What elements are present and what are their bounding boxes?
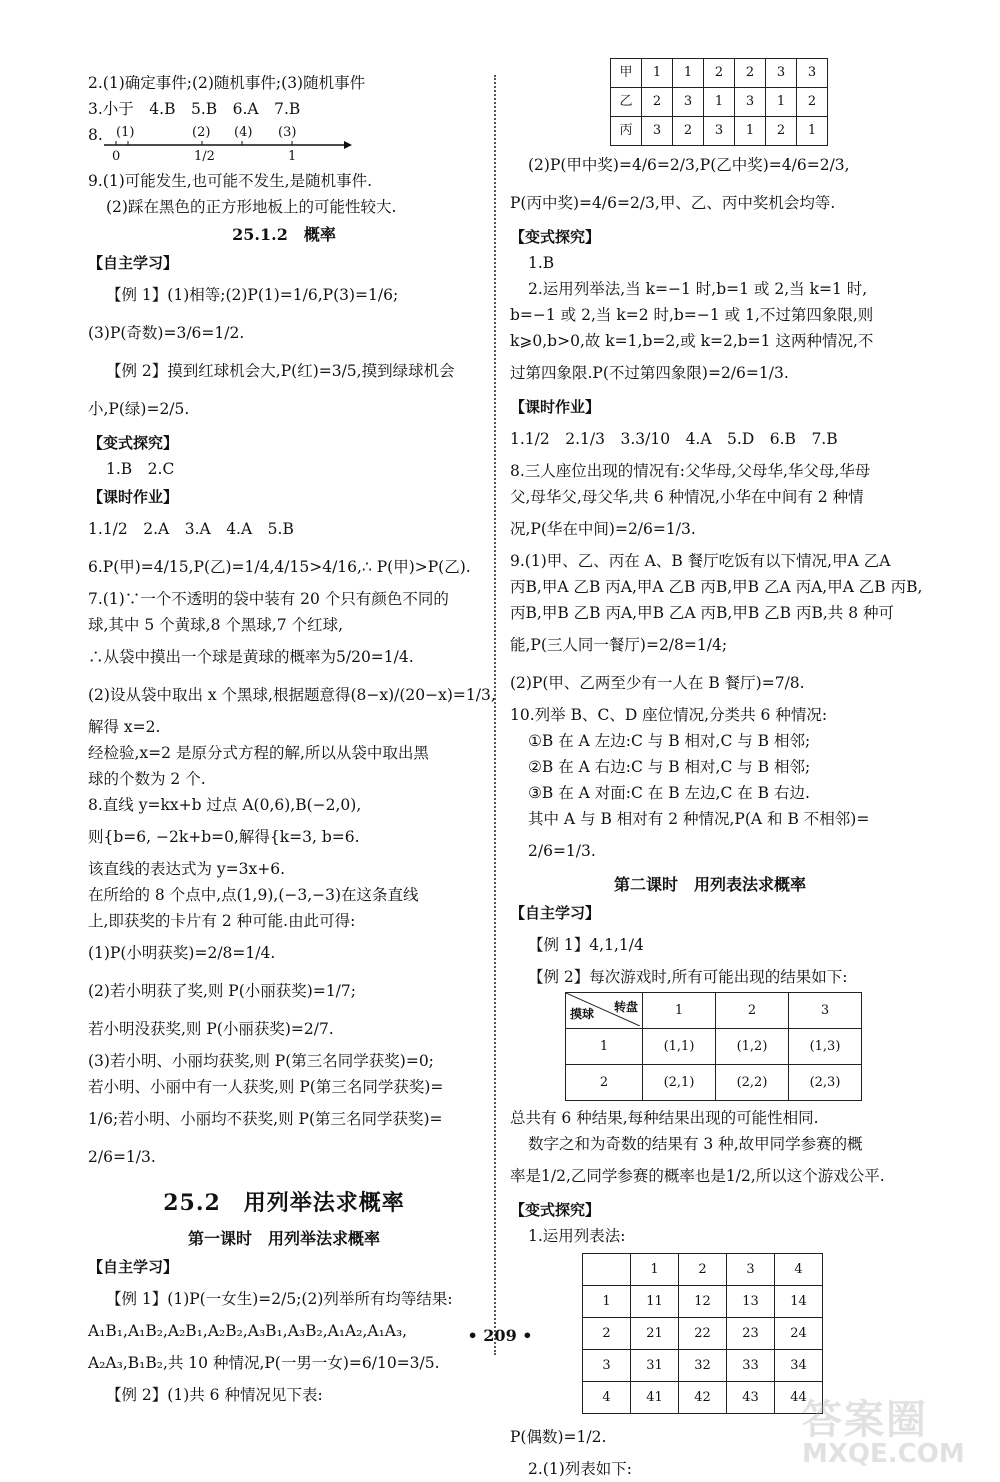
table-cell: 3 [766, 59, 797, 88]
answer-line: 2.(1)确定事件;(2)随机事件;(3)随机事件 [88, 74, 366, 92]
table-row [566, 1029, 862, 1065]
table-cell: 1 [704, 88, 735, 117]
answer-line: (2)踩在黑色的正方形地板上的可能性较大. [106, 198, 397, 216]
section-tag: 【课时作业】 [510, 398, 601, 416]
answer-line: (1)P(小明获奖)=2/8=1/4. [88, 944, 276, 962]
answer-line: 过第四象限.P(不过第四象限)=2/6=1/3. [510, 364, 789, 382]
table-cell: 1 [642, 59, 673, 88]
table-row [583, 1286, 823, 1318]
answer-line: 球,其中 5 个黄球,8 个黑球,7 个红球, [88, 616, 344, 634]
table-row [611, 88, 828, 117]
answer-line: ①B 在 A 左边:C 与 B 相对,C 与 B 相邻; [528, 732, 811, 750]
answer-line: (2)P(甲、乙两至少有一人在 B 餐厅)=7/8. [510, 674, 805, 692]
table-cell: (2,1) [643, 1065, 716, 1101]
table-cell: 11 [631, 1286, 679, 1318]
table-cell: 42 [679, 1382, 727, 1414]
table-cell: 2 [642, 88, 673, 117]
answer-line: 总共有 6 种结果,每种结果出现的可能性相同. [510, 1109, 819, 1127]
table-cell: (1,1) [643, 1029, 716, 1065]
table-cell: 44 [775, 1382, 823, 1414]
table-cell: 3 [735, 88, 766, 117]
answer-line: 【例 2】每次游戏时,所有可能出现的结果如下: [528, 968, 848, 986]
table-row [583, 1382, 823, 1414]
table-cell: 23 [727, 1318, 775, 1350]
answer-line: 1.B [528, 254, 555, 272]
number-line-axis [102, 138, 352, 152]
watermark-logo [802, 1388, 982, 1469]
table-cell: 4 [775, 1254, 823, 1286]
chapter-title: 25.2 用列举法求概率 [163, 1190, 405, 1216]
answer-line: 经检验,x=2 是原分式方程的解,所以从袋中取出黑 [88, 744, 429, 762]
number-line-label: (4) [234, 125, 253, 140]
corner-label-top: 转盘 [613, 1000, 638, 1014]
answer-line: (2)设从袋中取出 x 个黑球,根据题意得(8−x)/(20−x)=1/3, [88, 686, 496, 704]
section-tag: 【课时作业】 [88, 488, 179, 506]
table-cell: 3 [704, 117, 735, 146]
corner-label-bottom: 摸球 [570, 1007, 595, 1021]
table-cell: 3 [797, 59, 828, 88]
table-cell: 2 [797, 88, 828, 117]
number-line-tick: 1 [288, 149, 297, 164]
answer-line: (3)P(奇数)=3/6=1/2. [88, 324, 245, 342]
table-row [583, 1350, 823, 1382]
answer-line: 上,即获奖的卡片有 2 种可能.由此可得: [88, 912, 356, 930]
answer-line: 1.1/2 2.1/3 3.3/10 4.A 5.D 6.B 7.B [510, 430, 838, 448]
table-header-cell: 3 [789, 993, 862, 1029]
table-cell: 2 [704, 59, 735, 88]
table-cell [583, 1254, 631, 1286]
section-tag: 【自主学习】 [88, 1258, 179, 1276]
answer-line: 若小明没获奖,则 P(小丽获奖)=2/7. [88, 1020, 334, 1038]
table-cell: 32 [679, 1350, 727, 1382]
answer-line: 2/6=1/3. [88, 1148, 156, 1166]
answer-line: 8.三人座位出现的情况有:父华母,父母华,华父母,华母 [510, 462, 871, 480]
answer-line: k⩾0,b>0,故 k=1,b=2,或 k=2,b=1 这两种情况,不 [510, 332, 874, 350]
answer-line: b=−1 或 2,当 k=2 时,b=−1 或 1,不过第四象限,则 [510, 306, 874, 324]
answer-line: 在所给的 8 个点中,点(1,9),(−3,−3)在这条直线 [88, 886, 419, 904]
right-column [510, 58, 923, 1482]
section-tag: 【变式探究】 [88, 434, 179, 452]
column-divider [494, 75, 496, 1355]
table-cell: (1,3) [789, 1029, 862, 1065]
table-row [566, 993, 862, 1029]
table-cell: 41 [631, 1382, 679, 1414]
table-cell: 2 [735, 59, 766, 88]
table-cell: 13 [727, 1286, 775, 1318]
answer-line: A₁B₁,A₁B₂,A₂B₁,A₂B₂,A₃B₁,A₃B₂,A₁A₂,A₁A₃, [88, 1322, 408, 1340]
table-cell: 3 [673, 88, 704, 117]
lesson-title: 第一课时 用列举法求概率 [187, 1229, 380, 1248]
section-tag: 【变式探究】 [510, 1201, 601, 1219]
table-cell: 丙 [611, 117, 642, 146]
answer-line: 8.直线 y=kx+b 过点 A(0,6),B(−2,0), [88, 796, 362, 814]
section-title: 25.1.2 概率 [232, 225, 336, 244]
answer-line: 其中 A 与 B 相对有 2 种情况,P(A 和 B 不相邻)= [528, 810, 870, 828]
table-cell: 1 [583, 1286, 631, 1318]
section-tag: 【自主学习】 [88, 254, 179, 272]
table-cell: 2 [679, 1254, 727, 1286]
table-header-cell: 1 [643, 993, 716, 1029]
answer-line: 1.运用列表法: [528, 1227, 626, 1245]
table-cell: 4 [583, 1382, 631, 1414]
answer-line: 2.(1)列表如下: [528, 1460, 632, 1478]
answer-line: 率是1/2,乙同学参赛的概率也是1/2,所以这个游戏公平. [510, 1167, 885, 1185]
answer-line: 则{b=6, −2k+b=0,解得{k=3, b=6. [88, 828, 360, 846]
seating-table [610, 58, 828, 146]
table-cell: 乙 [611, 88, 642, 117]
section-tag: 【变式探究】 [510, 228, 601, 246]
table-cell: (2,2) [716, 1065, 789, 1101]
table-row [566, 1065, 862, 1101]
table-cell: 33 [727, 1350, 775, 1382]
table-cell: 2 [766, 117, 797, 146]
table-cell: 1 [673, 59, 704, 88]
answer-line: 6.P(甲)=4/15,P(乙)=1/4,4/15>4/16,∴ P(甲)>P(乙). [88, 558, 471, 576]
table-cell: 43 [727, 1382, 775, 1414]
number-line-label: (2) [192, 125, 211, 140]
answer-line: (2)若小明获了奖,则 P(小丽获奖)=1/7; [88, 982, 356, 1000]
answer-line: 若小明、小丽中有一人获奖,则 P(第三名同学获奖)= [88, 1078, 444, 1096]
table-row [611, 59, 828, 88]
table-cell: 2 [566, 1065, 643, 1101]
spinner-results-table [565, 992, 862, 1101]
watermark-text: 答案圈 [802, 1397, 928, 1443]
number-line-prefix: 8. [88, 126, 103, 144]
answer-line: 【例 1】(1)P(一女生)=2/5;(2)列举所有均等结果: [106, 1290, 453, 1308]
table-cell: 31 [631, 1350, 679, 1382]
answer-line: 丙B,甲A 乙B 丙A,甲A 乙B 丙B,甲B 乙A 丙A,甲A 乙B 丙B, [510, 578, 923, 596]
answer-line: 球的个数为 2 个. [88, 770, 206, 788]
answer-line: 【例 2】摸到红球机会大,P(红)=3/5,摸到绿球机会 [106, 362, 455, 380]
table-cell: 2 [583, 1318, 631, 1350]
table-cell: 22 [679, 1318, 727, 1350]
answer-line: 【例 1】4,1,1/4 [528, 936, 644, 954]
number-line-figure [88, 122, 348, 168]
table-cell: 24 [775, 1318, 823, 1350]
table-cell: (1,2) [716, 1029, 789, 1065]
answer-line: 2.运用列举法,当 k=−1 时,b=1 或 2,当 k=1 时, [528, 280, 868, 298]
answer-line: 9.(1)可能发生,也可能不发生,是随机事件. [88, 172, 373, 190]
table-cell: 21 [631, 1318, 679, 1350]
table-corner-cell [566, 993, 643, 1029]
answer-line: 1.1/2 2.A 3.A 4.A 5.B [88, 520, 294, 538]
table-cell: 12 [679, 1286, 727, 1318]
number-line-tick: 1/2 [194, 149, 215, 164]
answer-line: 【例 2】(1)共 6 种情况见下表: [106, 1386, 323, 1404]
answer-line: 10.列举 B、C、D 座位情况,分类共 6 种情况: [510, 706, 828, 724]
answer-line: ∴从袋中摸出一个球是黄球的概率为5/20=1/4. [88, 648, 414, 666]
answer-line: P(偶数)=1/2. [510, 1428, 607, 1446]
answer-line: 3.小于 4.B 5.B 6.A 7.B [88, 100, 301, 118]
table-cell: 1 [766, 88, 797, 117]
answer-line: 能,P(三人同一餐厅)=2/8=1/4; [510, 636, 728, 654]
answer-line: A₂A₃,B₁B₂,共 10 种情况,P(一男一女)=6/10=3/5. [88, 1354, 440, 1372]
answer-line: 2/6=1/3. [528, 842, 596, 860]
number-line-label: (1) [116, 125, 135, 140]
answer-line: 况,P(华在中间)=2/6=1/3. [510, 520, 696, 538]
table-cell: (2,3) [789, 1065, 862, 1101]
answer-line: 9.(1)甲、乙、丙在 A、B 餐厅吃饭有以下情况,甲A 乙A [510, 552, 891, 570]
section-tag: 【自主学习】 [510, 904, 601, 922]
answer-line: P(丙中奖)=4/6=2/3,甲、乙、丙中奖机会均等. [510, 194, 836, 212]
answer-line: ③B 在 A 对面:C 在 B 左边,C 在 B 右边. [528, 784, 810, 802]
answer-line: (2)P(甲中奖)=4/6=2/3,P(乙中奖)=4/6=2/3, [528, 156, 850, 174]
answer-line: 数字之和为奇数的结果有 3 种,故甲同学参赛的概 [528, 1135, 863, 1153]
table-cell: 3 [727, 1254, 775, 1286]
table-cell: 34 [775, 1350, 823, 1382]
table-cell: 1 [566, 1029, 643, 1065]
number-line-tick: 0 [112, 149, 121, 164]
table-cell: 1 [797, 117, 828, 146]
answer-line: 7.(1)∵一个不透明的袋中装有 20 个只有颜色不同的 [88, 590, 449, 608]
answer-line: 父,母华父,母父华,共 6 种情况,小华在中间有 2 种情 [510, 488, 864, 506]
page-number: • 209 • [467, 1326, 533, 1345]
answer-line: 小,P(绿)=2/5. [88, 400, 190, 418]
table-row [611, 117, 828, 146]
table-header-cell: 2 [716, 993, 789, 1029]
answer-line: (3)若小明、小丽均获奖,则 P(第三名同学获奖)=0; [88, 1052, 434, 1070]
table-cell: 3 [583, 1350, 631, 1382]
table-cell: 3 [642, 117, 673, 146]
watermark-url: MXQE.COM [802, 1439, 965, 1469]
answer-line: 解得 x=2. [88, 718, 161, 736]
answer-line: ②B 在 A 右边:C 与 B 相对,C 与 B 相邻; [528, 758, 811, 776]
answer-line: 1.B 2.C [106, 460, 175, 478]
table-cell: 1 [631, 1254, 679, 1286]
table-row [583, 1254, 823, 1286]
lesson-title: 第二课时 用列表法求概率 [613, 875, 806, 894]
answer-line: 丙B,甲B 乙B 丙A,甲B 乙A 丙B,甲B 乙B 丙B,共 8 种可 [510, 604, 894, 622]
table-cell: 甲 [611, 59, 642, 88]
number-line-label: (3) [278, 125, 297, 140]
answer-line: 该直线的表达式为 y=3x+6. [88, 860, 286, 878]
answer-line: 【例 1】(1)相等;(2)P(1)=1/6,P(3)=1/6; [106, 286, 399, 304]
table-cell: 14 [775, 1286, 823, 1318]
table-cell: 1 [735, 117, 766, 146]
answer-line: 1/6;若小明、小丽均不获奖,则 P(第三名同学获奖)= [88, 1110, 443, 1128]
left-column [88, 70, 496, 1408]
table-cell: 2 [673, 117, 704, 146]
